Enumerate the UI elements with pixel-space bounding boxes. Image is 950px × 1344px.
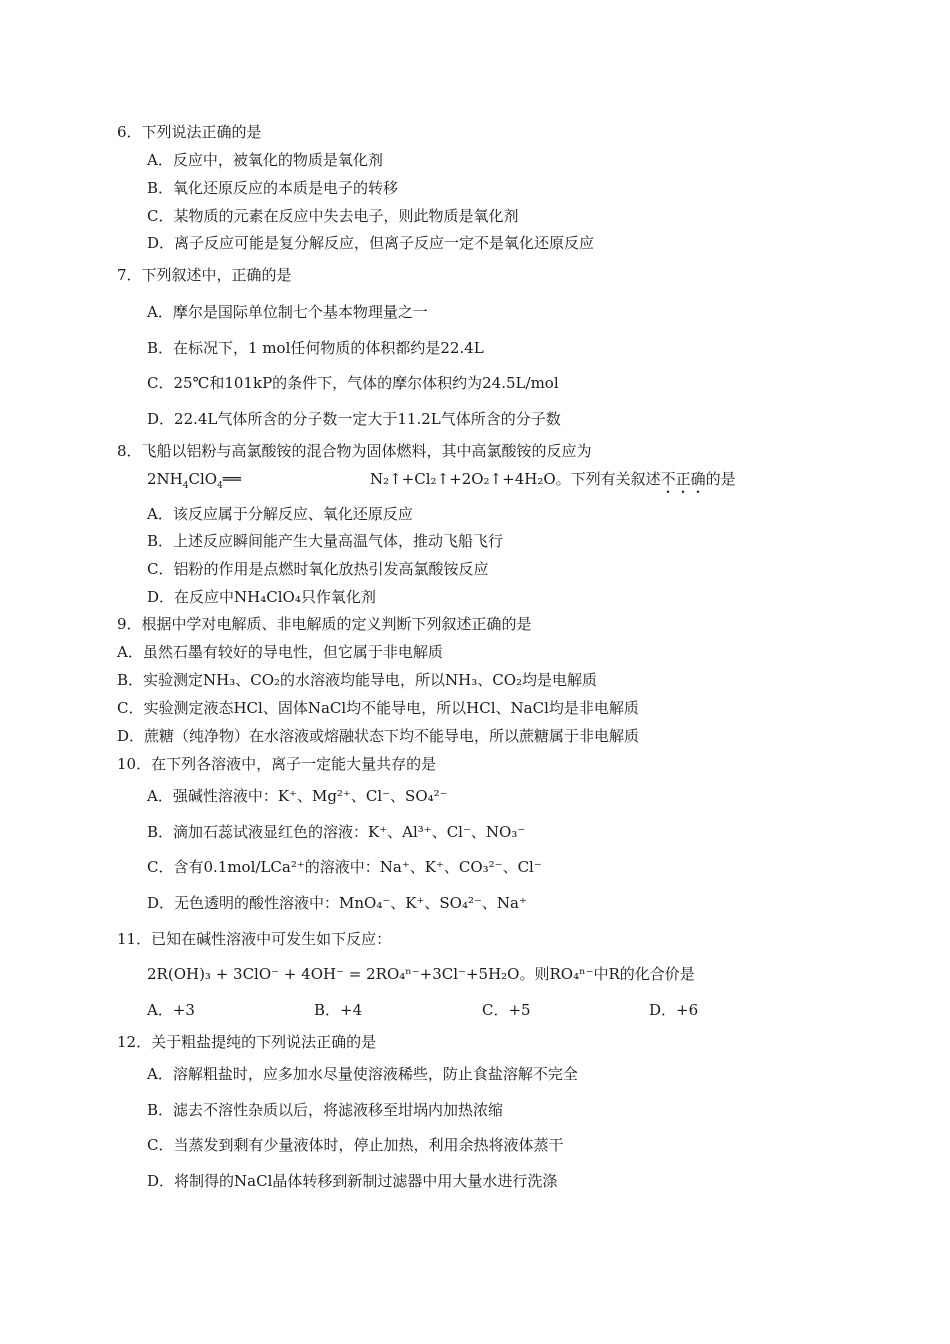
question-12-option-b: B．滤去不溶性杂质以后，将滤液移至坩埚内加热浓缩 xyxy=(147,1101,504,1119)
question-6-option-b: B．氧化还原反应的本质是电子的转移 xyxy=(147,179,399,197)
question-7-stem: 7．下列叙述中，正确的是 xyxy=(117,266,292,284)
equation-subscript: 4 xyxy=(217,481,223,491)
question-11-option-a: A．+3 xyxy=(147,1001,195,1019)
question-6-option-a: A．反应中，被氧化的物质是氧化剂 xyxy=(147,151,383,169)
question-10-option-b: B．滴加石蕊试液显红色的溶液：K⁺、Al³⁺、Cl⁻、NO₃⁻ xyxy=(147,823,526,841)
question-7-option-c: C．25℃和101kP的条件下，气体的摩尔体积约为24.5L/mol xyxy=(147,374,559,392)
question-9-option-d: D．蔗糖（纯净物）在水溶液或熔融状态下均不能导电，所以蔗糖属于非电解质 xyxy=(117,727,640,745)
question-6-option-d: D．离子反应可能是复分解反应，但离子反应一定不是氧化还原反应 xyxy=(147,234,595,252)
question-7-option-a: A．摩尔是国际单位制七个基本物理量之一 xyxy=(147,303,428,321)
question-10-option-c: C．含有0.1mol/LCa²⁺的溶液中：Na⁺、K⁺、CO₃²⁻、Cl⁻ xyxy=(147,858,542,876)
question-10-stem: 10．在下列各溶液中，离子一定能大量共存的是 xyxy=(117,755,437,773)
question-7-option-d: D．22.4L气体所含的分子数一定大于11.2L气体所含的分子数 xyxy=(147,410,561,428)
question-8-equation-right xyxy=(370,469,736,497)
equation-reactant-part: ClO xyxy=(188,470,218,488)
emphasized-word: 不正确 xyxy=(660,470,706,488)
question-6-stem: 6．下列说法正确的是 xyxy=(117,123,262,141)
question-7-option-b: B．在标况下，1 mol任何物质的体积都约是22.4L xyxy=(147,339,484,357)
question-11-equation: 2R(OH)₃ + 3ClO⁻ + 4OH⁻ = 2RO₄ⁿ⁻+3Cl⁻+5H₂O。则RO₄ⁿ⁻中R的化合价是 xyxy=(147,965,695,983)
question-9-stem: 9．根据中学对电解质、非电解质的定义判断下列叙述正确的是 xyxy=(117,615,532,633)
question-11-option-d: D．+6 xyxy=(649,1001,699,1019)
equation-products: N₂↑+Cl₂↑+2O₂↑+4H₂O。下列有关叙述 xyxy=(370,470,661,488)
equation-reactant: 2NH xyxy=(147,470,183,488)
question-6-option-c: C．某物质的元素在反应中失去电子，则此物质是氧化剂 xyxy=(147,207,519,225)
question-8-stem: 8．飞船以铝粉与高氯酸铵的混合物为固体燃料，其中高氯酸铵的反应为 xyxy=(117,442,592,460)
question-9-option-b: B．实验测定NH₃、CO₂的水溶液均能导电，所以NH₃、CO₂均是电解质 xyxy=(117,671,598,689)
equation-tail: 的是 xyxy=(705,470,736,488)
question-11-option-c: C．+5 xyxy=(482,1001,531,1019)
question-12-option-a: A．溶解粗盐时，应多加水尽量使溶液稀些，防止食盐溶解不完全 xyxy=(147,1065,578,1083)
question-8-option-d: D．在反应中NH₄ClO₄只作氧化剂 xyxy=(147,588,376,606)
question-12-option-d: D．将制得的NaCl晶体转移到新制过滤器中用大量水进行洗涤 xyxy=(147,1172,558,1190)
question-9-option-a: A．虽然石墨有较好的导电性，但它属于非电解质 xyxy=(117,643,443,661)
equation-arrow: ══ xyxy=(222,470,241,488)
question-12-option-c: C．当蒸发到剩有少量液体时，停止加热，利用余热将液体蒸干 xyxy=(147,1136,564,1154)
question-11-option-b: B．+4 xyxy=(314,1001,363,1019)
equation-subscript: 4 xyxy=(182,481,189,491)
question-12-stem: 12．关于粗盐提纯的下列说法正确的是 xyxy=(117,1033,377,1051)
question-10-option-d: D．无色透明的酸性溶液中：MnO₄⁻、K⁺、SO₄²⁻、Na⁺ xyxy=(147,894,527,912)
question-8-option-b: B．上述反应瞬间能产生大量高温气体，推动飞船飞行 xyxy=(147,532,504,550)
question-8-option-c: C．铝粉的作用是点燃时氧化放热引发高氯酸铵反应 xyxy=(147,560,489,578)
question-11-stem: 11．已知在碱性溶液中可发生如下反应： xyxy=(117,930,392,948)
question-9-option-c: C．实验测定液态HCl、固体NaCl均不能导电，所以HCl、NaCl均是非电解质 xyxy=(117,699,639,717)
question-8-option-a: A．该反应属于分解反应、氧化还原反应 xyxy=(147,505,413,523)
question-8-equation-left xyxy=(147,469,241,489)
question-10-option-a: A．强碱性溶液中：K⁺、Mg²⁺、Cl⁻、SO₄²⁻ xyxy=(147,787,448,805)
